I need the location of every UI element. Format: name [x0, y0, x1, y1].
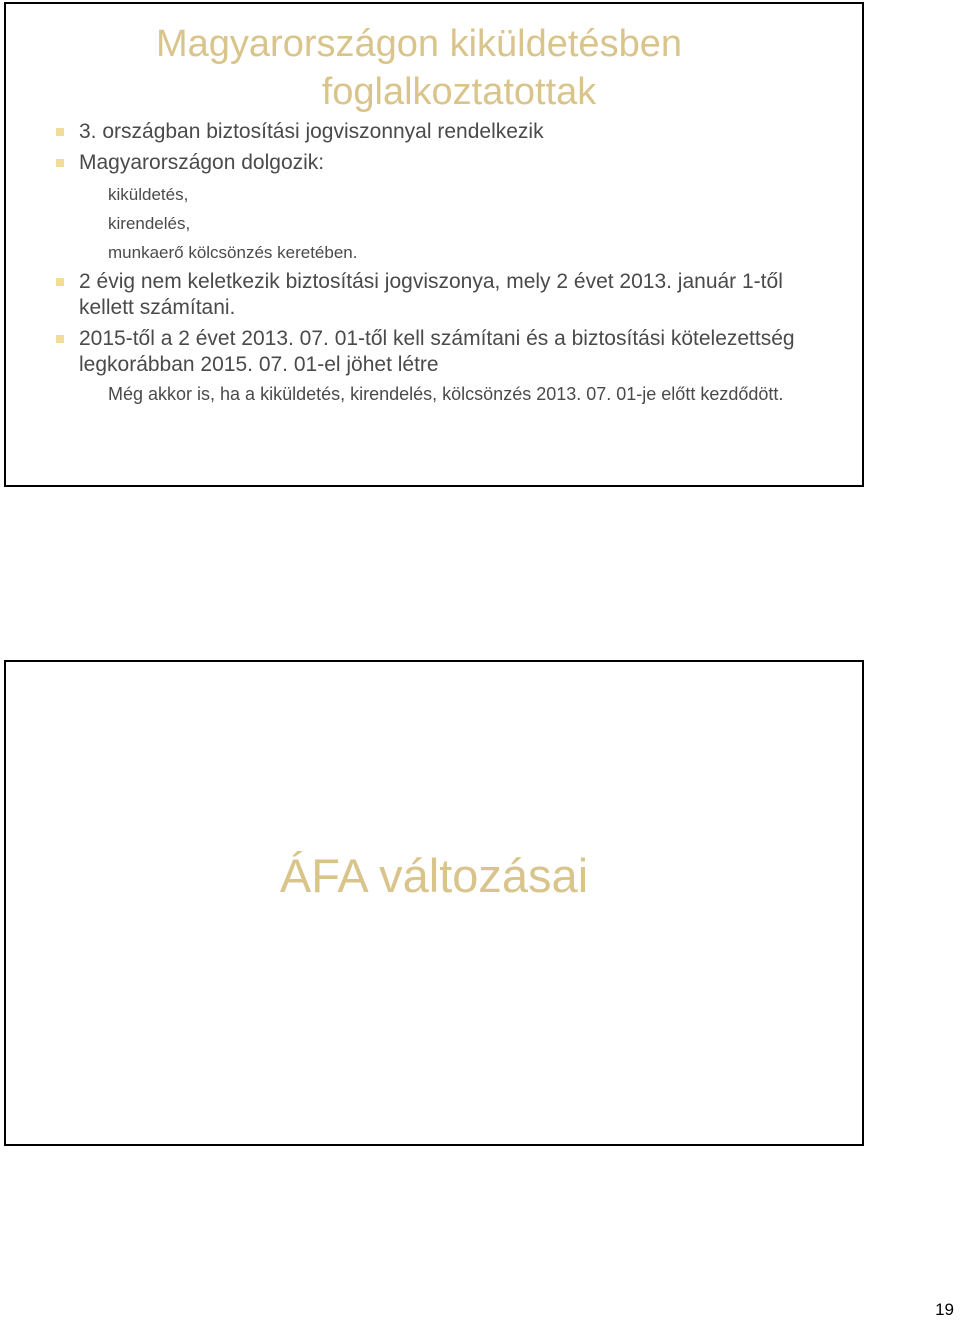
- bullet-text: Magyarországon dolgozik:: [79, 151, 325, 174]
- square-bullet-icon: [56, 278, 64, 286]
- square-bullet-icon: [56, 128, 64, 136]
- slide-title: [6, 20, 862, 116]
- slide-title-line-2: foglalkoztatottak: [321, 71, 597, 113]
- bullet-text: 2015-től a 2 évet 2013. 07. 01-től kell számítani és a biztosítási kötelezettség legkorábban 2015. 07. 01-el jöhet létre: [79, 327, 795, 376]
- sub-item: munkaerő kölcsönzés keretében.: [108, 243, 358, 262]
- bullet-text: 3. országban biztosítási jogviszonnyal rendelkezik: [79, 120, 544, 143]
- slide-title-line-1: Magyarországon kiküldetésben: [156, 23, 682, 65]
- slide-afa: [4, 660, 864, 1146]
- bullet-item: [56, 150, 842, 176]
- sub-item: kiküldetés,: [108, 185, 189, 204]
- section-title: ÁFA változásai: [279, 849, 589, 902]
- bullet-text: 2 évig nem keletkezik biztosítási jogviszonya, mely 2 évet 2013. január 1-től kellett számítani.: [79, 270, 783, 319]
- slide-kikuldetes: [4, 2, 864, 487]
- slide-body: [56, 119, 842, 405]
- bullet-item: [56, 269, 842, 321]
- square-bullet-icon: [56, 335, 64, 343]
- bullet-item: [56, 326, 842, 378]
- page-number: 19: [935, 1300, 954, 1319]
- sub-note: Még akkor is, ha a kiküldetés, kirendelés, kölcsönzés 2013. 07. 01-je előtt kezdődött.: [108, 384, 784, 404]
- sub-list: [56, 180, 842, 267]
- square-bullet-icon: [56, 159, 64, 167]
- bullet-item: [56, 119, 842, 145]
- sub-item: kirendelés,: [108, 214, 191, 233]
